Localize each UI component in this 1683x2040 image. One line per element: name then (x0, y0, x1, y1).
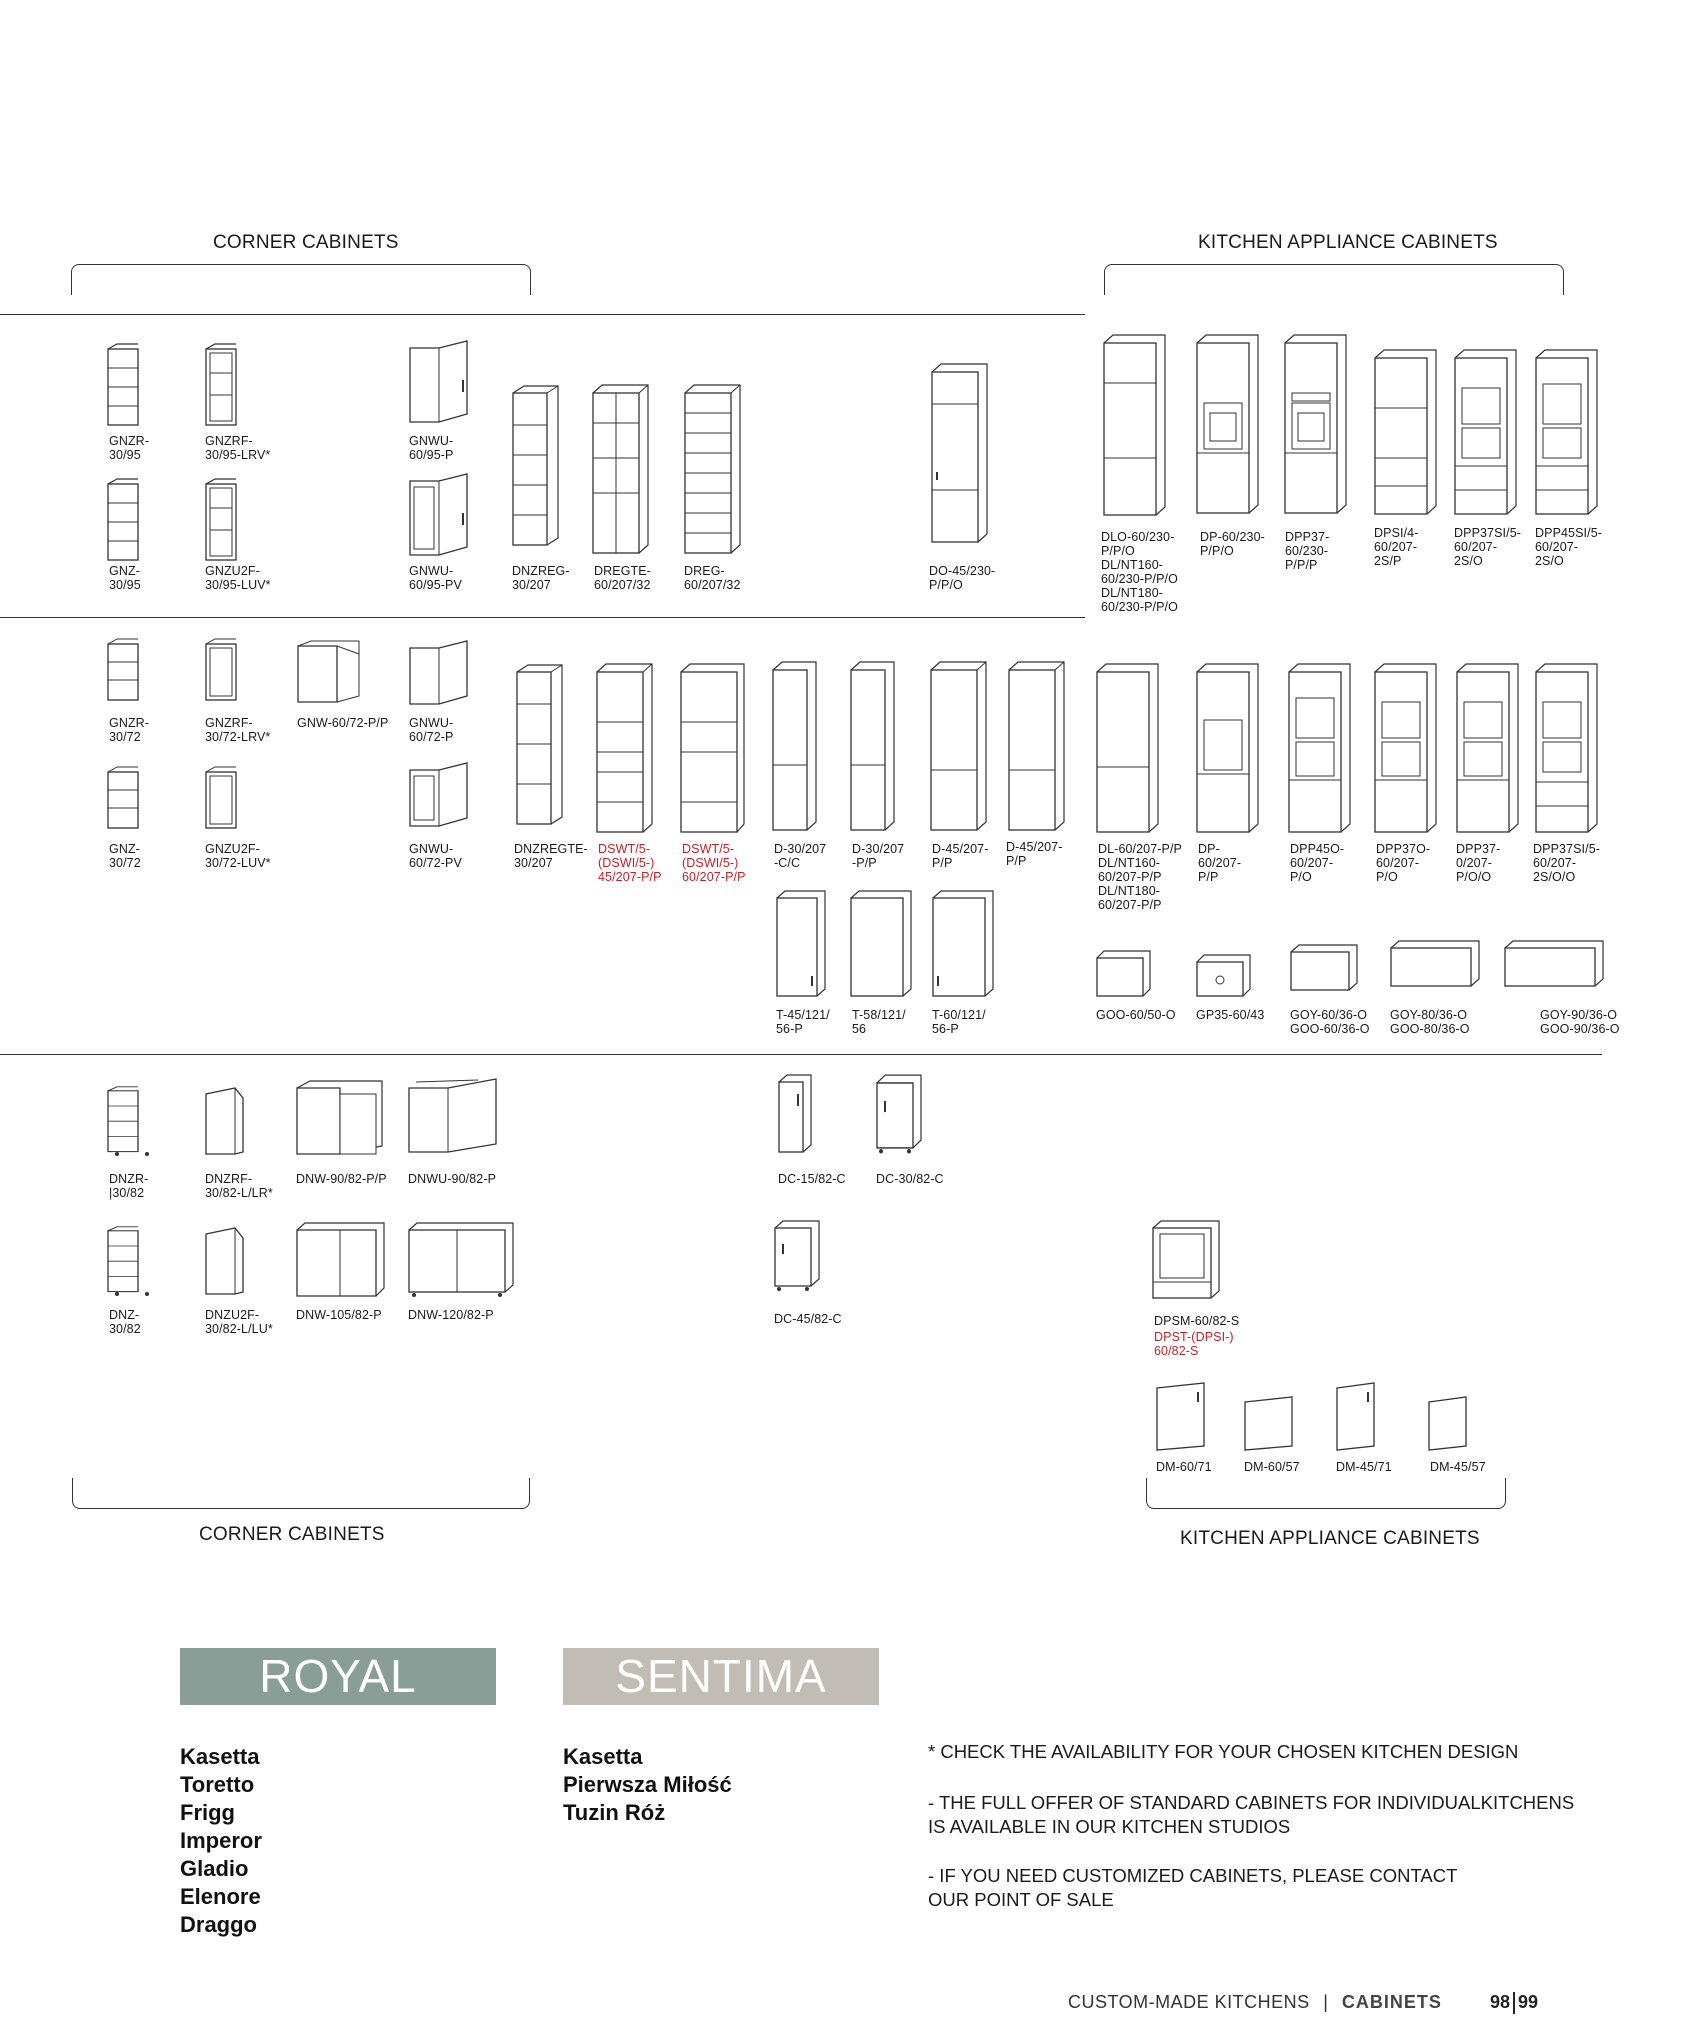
divider-line-2 (0, 617, 1085, 618)
full-offer-note: - THE FULL OFFER OF STANDARD CABINETS FOR INDIVIDUALKITCHENS IS AVAILABLE IN OUR KITCHEN STUDIOS (928, 1792, 1575, 1837)
royal-item: Imperor (180, 1828, 262, 1853)
label-gnzrf-30-95: GNZRF- 30/95-LRV* (205, 434, 271, 462)
label-dpp37-60-230: DPP37- 60/230- P/P/P (1285, 530, 1330, 572)
label-gnzr-30-95: GNZR- 30/95 (109, 434, 150, 462)
label-dnw-105-82: DNW-105/82-P (296, 1308, 382, 1322)
label-goy-60-36: GOY-60/36-O GOO-60/36-O (1290, 1008, 1370, 1036)
label-dm-45-57: DM-45/57 (1430, 1460, 1486, 1474)
label-dm-60-71: DM-60/71 (1156, 1460, 1212, 1474)
cabinet-dpp37-60-230-drawing (1284, 333, 1348, 517)
label-dpp37-0-207: DPP37- 0/207- P/O/O (1456, 842, 1501, 884)
label-dnw-120-82: DNW-120/82-P (408, 1308, 494, 1322)
cabinet-t-45-121-drawing (776, 890, 828, 1000)
divider-line-3 (0, 1054, 1602, 1055)
label-goy-80-36: GOY-80/36-O GOO-80/36-O (1390, 1008, 1470, 1036)
page-numbers (1490, 1992, 1538, 2014)
cabinet-dnw-90-82-drawing (296, 1080, 384, 1158)
cabinet-t-60-121-drawing (932, 890, 996, 1000)
cabinet-dpsm-60-82-drawing (1152, 1220, 1222, 1302)
cabinet-gnwu-60-95-pv-drawing (409, 473, 469, 557)
appliance-cabinets-header-top: KITCHEN APPLIANCE CABINETS (1198, 232, 1498, 253)
label-gnz-30-72: GNZ- 30/72 (109, 842, 141, 870)
label-t-45-121: T-45/121/ 56-P (776, 1008, 830, 1036)
royal-collection-banner: ROYAL (180, 1648, 496, 1705)
cabinet-dswt-5-45-207-drawing (596, 662, 654, 834)
label-gnz-30-95: GNZ- 30/95 (109, 564, 141, 592)
label-dnzrf-30-82: DNZRF- 30/82-L/LR* (205, 1172, 273, 1200)
bracket-appliance-bottom (1146, 1478, 1506, 1509)
bracket-corner-bottom (72, 1478, 530, 1509)
customized-cabinets-note: - IF YOU NEED CUSTOMIZED CABINETS, PLEASE CONTACT OUR POINT OF SALE (928, 1865, 1458, 1910)
label-dreg-60-207: DREG- 60/207/32 (684, 564, 741, 592)
cabinet-dnw-105-82-drawing (296, 1222, 386, 1300)
cabinet-gnzrf-30-95-drawing (205, 343, 239, 427)
label-dnzr-30-82: DNZR- |30/82 (109, 1172, 149, 1200)
label-gnwu-60-72-pv: GNWU- 60/72-PV (409, 842, 462, 870)
label-dm-45-71: DM-45/71 (1336, 1460, 1392, 1474)
label-gnzrf-30-72: GNZRF- 30/72-LRV* (205, 716, 271, 744)
label-dm-60-57: DM-60/57 (1244, 1460, 1300, 1474)
label-dpp37si-5-2s-oo: DPP37SI/5- 60/207- 2S/O/O (1533, 842, 1601, 884)
cabinet-goy-80-36-drawing (1390, 940, 1482, 990)
label-dregte-60-207: DREGTE- 60/207/32 (594, 564, 651, 592)
page-number-right: 99 (1518, 1992, 1539, 2012)
label-dp-60-207: DP- 60/207- P/P (1198, 842, 1242, 884)
cabinet-goy-90-36-drawing (1504, 940, 1606, 990)
royal-item: Kasetta (180, 1744, 260, 1769)
label-gnwu-60-95-pv: GNWU- 60/95-PV (409, 564, 462, 592)
label-gnw-60-72: GNW-60/72-P/P (297, 716, 389, 730)
label-d-45-207-a: D-45/207- P/P (932, 842, 989, 870)
label-gnzu2f-30-95: GNZU2F- 30/95-LUV* (205, 564, 271, 592)
label-dpsi-4-60-207: DPSI/4- 60/207- 2S/P (1374, 526, 1419, 568)
label-dc-15-82: DC-15/82-C (778, 1172, 846, 1186)
bracket-appliance-top (1104, 264, 1564, 295)
footer-section: CUSTOM-MADE KITCHENS (1068, 1992, 1310, 2012)
label-gnzu2f-30-72: GNZU2F- 30/72-LUV* (205, 842, 271, 870)
cabinet-dc-45-82-drawing (774, 1220, 820, 1292)
cabinet-gnw-60-72-drawing (297, 640, 363, 706)
label-d-30-207-pp: D-30/207 -P/P (852, 842, 905, 870)
label-dl-60-207: DL-60/207-P/P DL/NT160- 60/207-P/P DL/NT180- 60/207-P/P (1098, 842, 1182, 912)
cabinet-dnzu2f-30-82-drawing (205, 1226, 247, 1298)
panel-dm-60-71-drawing (1156, 1382, 1208, 1452)
cabinet-dpp45si-5-60-207-drawing (1535, 348, 1599, 518)
label-dnzu2f-30-82: DNZU2F- 30/82-L/LU* (205, 1308, 273, 1336)
panel-dm-45-71-drawing (1336, 1382, 1378, 1452)
label-dc-45-82: DC-45/82-C (774, 1312, 842, 1326)
label-dpp37o-60-207: DPP37O- 60/207- P/O (1376, 842, 1431, 884)
royal-item: Gladio (180, 1856, 249, 1881)
footer-chapter: CABINETS (1341, 1992, 1442, 2012)
cabinet-dl-60-207-drawing (1096, 662, 1160, 834)
label-dnzregte-30-207: DNZREGTE- 30/207 (514, 842, 588, 870)
cabinet-dc-30-82-drawing (876, 1074, 922, 1156)
royal-collection-list (180, 1743, 262, 1939)
label-dnz-30-82: DNZ- 30/82 (109, 1308, 141, 1336)
panel-dm-60-57-drawing (1244, 1396, 1296, 1452)
cabinet-dpp45o-60-207-drawing (1288, 662, 1352, 834)
cabinet-dnwu-90-82-drawing (408, 1078, 500, 1156)
cabinet-gnwu-60-72-p-drawing (409, 640, 469, 706)
divider-line-1 (0, 314, 1085, 315)
cabinet-dc-15-82-drawing (778, 1074, 814, 1156)
cabinet-dp-60-207-drawing (1196, 662, 1260, 834)
cabinet-t-58-121-drawing (850, 890, 914, 1000)
label-dpp45o-60-207: DPP45O- 60/207- P/O (1290, 842, 1345, 884)
cabinet-dnzregte-30-207-drawing (516, 664, 564, 826)
cabinet-do-45-230-drawing (931, 362, 989, 544)
cabinet-d-45-207-a-drawing (930, 660, 988, 832)
cabinet-gnzrf-30-72-drawing (205, 638, 239, 702)
label-do-45-230: DO-45/230- P/P/O (929, 564, 996, 592)
label-gnwu-60-95-p: GNWU- 60/95-P (409, 434, 454, 462)
corner-cabinets-header-bottom: CORNER CABINETS (199, 1524, 385, 1545)
cabinet-dlo-60-230-drawing (1103, 333, 1167, 517)
cabinet-dpp37-0-207-drawing (1456, 662, 1520, 834)
cabinet-dnzr-30-82-drawing (107, 1086, 155, 1158)
cabinet-gnz-30-95-drawing (107, 478, 141, 562)
cabinet-gnzr-30-95-drawing (107, 343, 141, 427)
cabinet-d-30-207-cc-drawing (772, 660, 820, 832)
cabinet-d-30-207-pp-drawing (850, 660, 898, 832)
label-dpp45si-5-60-207: DPP45SI/5- 60/207- 2S/O (1535, 526, 1603, 568)
sentima-collection-banner: SENTIMA (563, 1648, 879, 1705)
page-number-left: 98 (1490, 1992, 1511, 2012)
cabinet-gnwu-60-72-pv-drawing (409, 762, 469, 828)
cabinet-dnzrf-30-82-drawing (205, 1086, 247, 1158)
cabinet-dnz-30-82-drawing (107, 1226, 155, 1298)
label-t-60-121: T-60/121/ 56-P (932, 1008, 986, 1036)
label-goy-90-36: GOY-90/36-O GOO-90/36-O (1540, 1008, 1620, 1036)
cabinet-gnwu-60-95-p-drawing (409, 340, 469, 424)
label-goo-60-50: GOO-60/50-O (1096, 1008, 1176, 1022)
royal-item: Draggo (180, 1912, 257, 1937)
cabinet-goy-60-36-drawing (1290, 944, 1360, 994)
label-dnwu-90-82: DNWU-90/82-P (408, 1172, 497, 1186)
bracket-corner-top (71, 264, 531, 295)
label-gp35-60-43: GP35-60/43 (1196, 1008, 1265, 1022)
cabinet-dswt-5-60-207-drawing (680, 662, 746, 834)
corner-cabinets-header-top: CORNER CABINETS (213, 232, 399, 253)
footer-breadcrumb (1068, 1992, 1442, 2013)
label-d-45-207-b: D-45/207- P/P (1006, 840, 1063, 868)
royal-item: Frigg (180, 1800, 235, 1825)
cabinet-dreg-60-207-drawing (684, 383, 742, 555)
availability-note: * CHECK THE AVAILABILITY FOR YOUR CHOSEN KITCHEN DESIGN (928, 1741, 1519, 1762)
label-gnwu-60-72-p: GNWU- 60/72-P (409, 716, 454, 744)
sentima-item: Pierwsza Miłość (563, 1772, 732, 1797)
cabinet-dpp37si-5-60-207-drawing (1454, 348, 1518, 518)
label-dlo-60-230: DLO-60/230- P/P/O DL/NT160- 60/230-P/P/O DL/NT180- 60/230-P/P/O (1101, 530, 1178, 614)
cabinet-gnzr-30-72-drawing (107, 638, 141, 702)
panel-dm-45-57-drawing (1428, 1396, 1470, 1452)
cabinet-dp-60-230-drawing (1196, 333, 1260, 517)
cabinet-dregte-60-207-drawing (592, 383, 650, 555)
label-dswt-5-45-207: DSWT/5- (DSWI/5-) 45/207-P/P (598, 842, 662, 884)
label-dswt-5-60-207: DSWT/5- (DSWI/5-) 60/207-P/P (682, 842, 746, 884)
label-dpst-60-82: DPST-(DPSI-) 60/82-S (1154, 1330, 1234, 1358)
sentima-collection-list (563, 1743, 732, 1827)
cabinet-dpsi-4-60-207-drawing (1374, 348, 1438, 518)
label-dpsm-60-82: DPSM-60/82-S (1154, 1314, 1240, 1328)
label-dpp37si-5-60-207: DPP37SI/5- 60/207- 2S/O (1454, 526, 1522, 568)
cabinet-dnw-120-82-drawing (408, 1222, 514, 1300)
royal-item: Elenore (180, 1884, 261, 1909)
royal-item: Toretto (180, 1772, 255, 1797)
sentima-item: Kasetta (563, 1744, 643, 1769)
label-dp-60-230: DP-60/230- P/P/O (1200, 530, 1265, 558)
cabinet-goo-60-50-drawing (1096, 950, 1152, 998)
label-gnzr-30-72: GNZR- 30/72 (109, 716, 150, 744)
label-dnw-90-82: DNW-90/82-P/P (296, 1172, 387, 1186)
cabinet-dpp37si-5-2s-oo-drawing (1535, 662, 1599, 834)
sentima-item: Tuzin Róż (563, 1800, 666, 1825)
cabinet-d-45-207-b-drawing (1008, 660, 1066, 832)
footer-separator: | (1323, 1992, 1329, 2012)
cabinet-gnz-30-72-drawing (107, 766, 141, 830)
cabinet-dnzreg-30-207-drawing (512, 385, 560, 547)
page-divider (1513, 1992, 1515, 2014)
cabinet-dpp37o-60-207-drawing (1374, 662, 1438, 834)
label-d-30-207-cc: D-30/207 -C/C (774, 842, 827, 870)
cabinet-gp35-60-43-drawing (1196, 954, 1252, 998)
appliance-cabinets-header-bottom: KITCHEN APPLIANCE CABINETS (1180, 1528, 1480, 1549)
label-t-58-121: T-58/121/ 56 (852, 1008, 906, 1036)
label-dnzreg-30-207: DNZREG- 30/207 (512, 564, 570, 592)
label-dc-30-82: DC-30/82-C (876, 1172, 944, 1186)
cabinet-gnzu2f-30-72-drawing (205, 766, 239, 830)
cabinet-gnzu2f-30-95-drawing (205, 478, 239, 562)
